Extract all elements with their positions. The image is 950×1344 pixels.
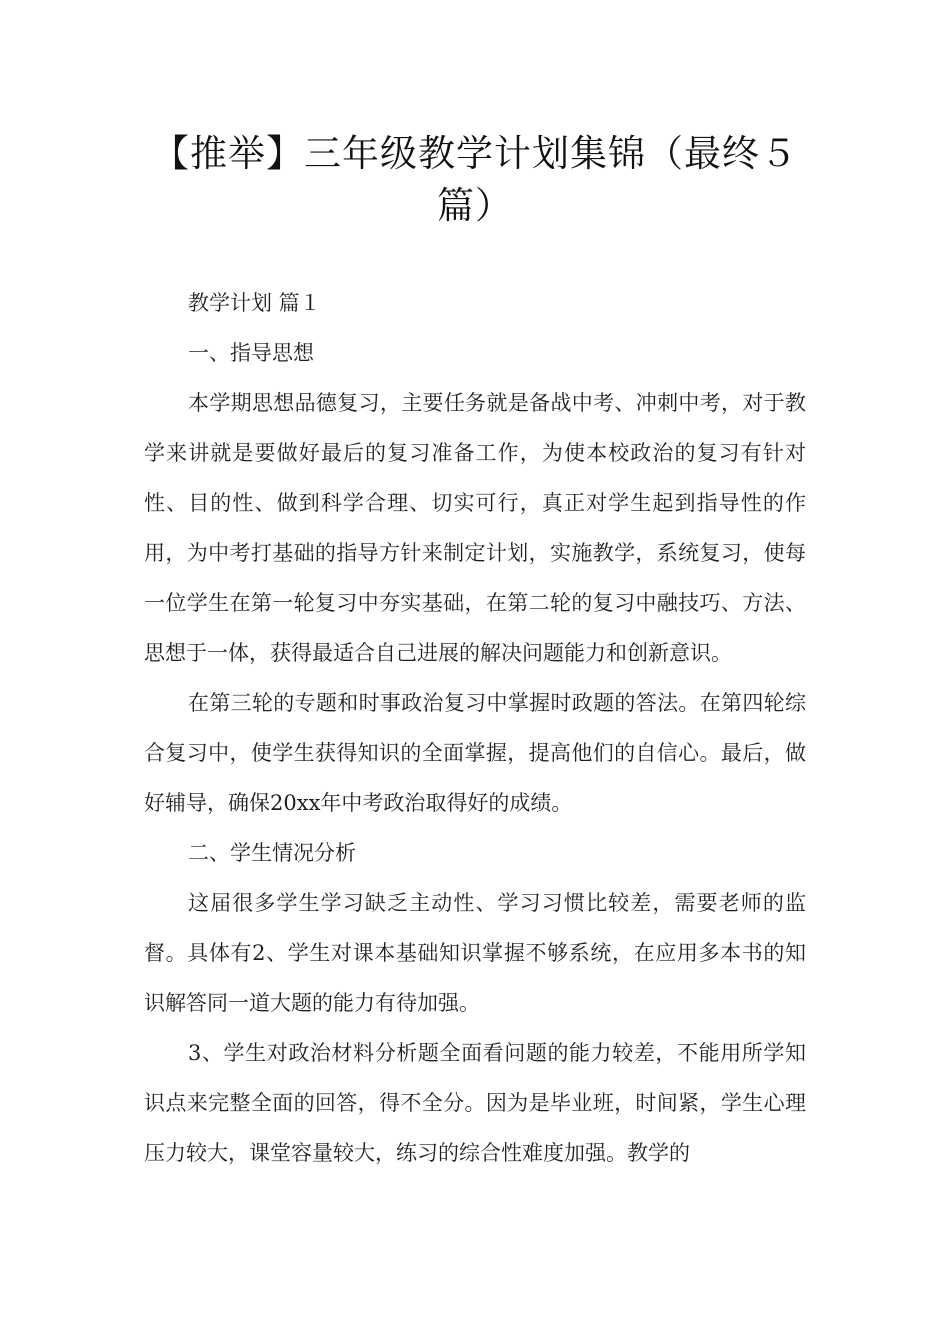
document-title: 【推举】三年级教学计划集锦（最终５篇） (152, 132, 798, 227)
document-body (144, 278, 806, 1178)
section-heading-plan-1: 教学计划 篇１ (188, 291, 321, 315)
paragraph: 本学期思想品德复习，主要任务就是备战中考、冲刺中考，对于教学来讲就是要做好最后的复习准备工作，为使本校政治的复习有针对性、目的性、做到科学合理、切实可行，真正对学生起到指导性的作用，为中考打基础的指导方针来制定计划，实施教学，系统复习，使每一位学生在第一轮复习中夯实基础，在第二轮的复习中融技巧、方法、思想于一体，获得最适合自己进展的解决问题能力和创新意识。 (144, 391, 806, 665)
section-heading-student-analysis: 二、学生情况分析 (188, 841, 356, 865)
paragraph: 这届很多学生学习缺乏主动性、学习习惯比较差，需要老师的监督。具体有2、学生对课本基础知识掌握不够系统，在应用多本书的知识解答同一道大题的能力有待加强。 (144, 891, 806, 1015)
section-heading-guiding-thought: 一、指导思想 (188, 341, 314, 365)
paragraph: 在第三轮的专题和时事政治复习中掌握时政题的答法。在第四轮综合复习中，使学生获得知识的全面掌握，提高他们的自信心。最后，做好辅导，确保20xx年中考政治取得好的成绩。 (144, 691, 806, 815)
paragraph: 3、学生对政治材料分析题全面看问题的能力较差，不能用所学知识点来完整全面的回答，得不全分。因为是毕业班，时间紧，学生心理压力较大，课堂容量较大，练习的综合性难度加强。教学的 (144, 1041, 806, 1165)
